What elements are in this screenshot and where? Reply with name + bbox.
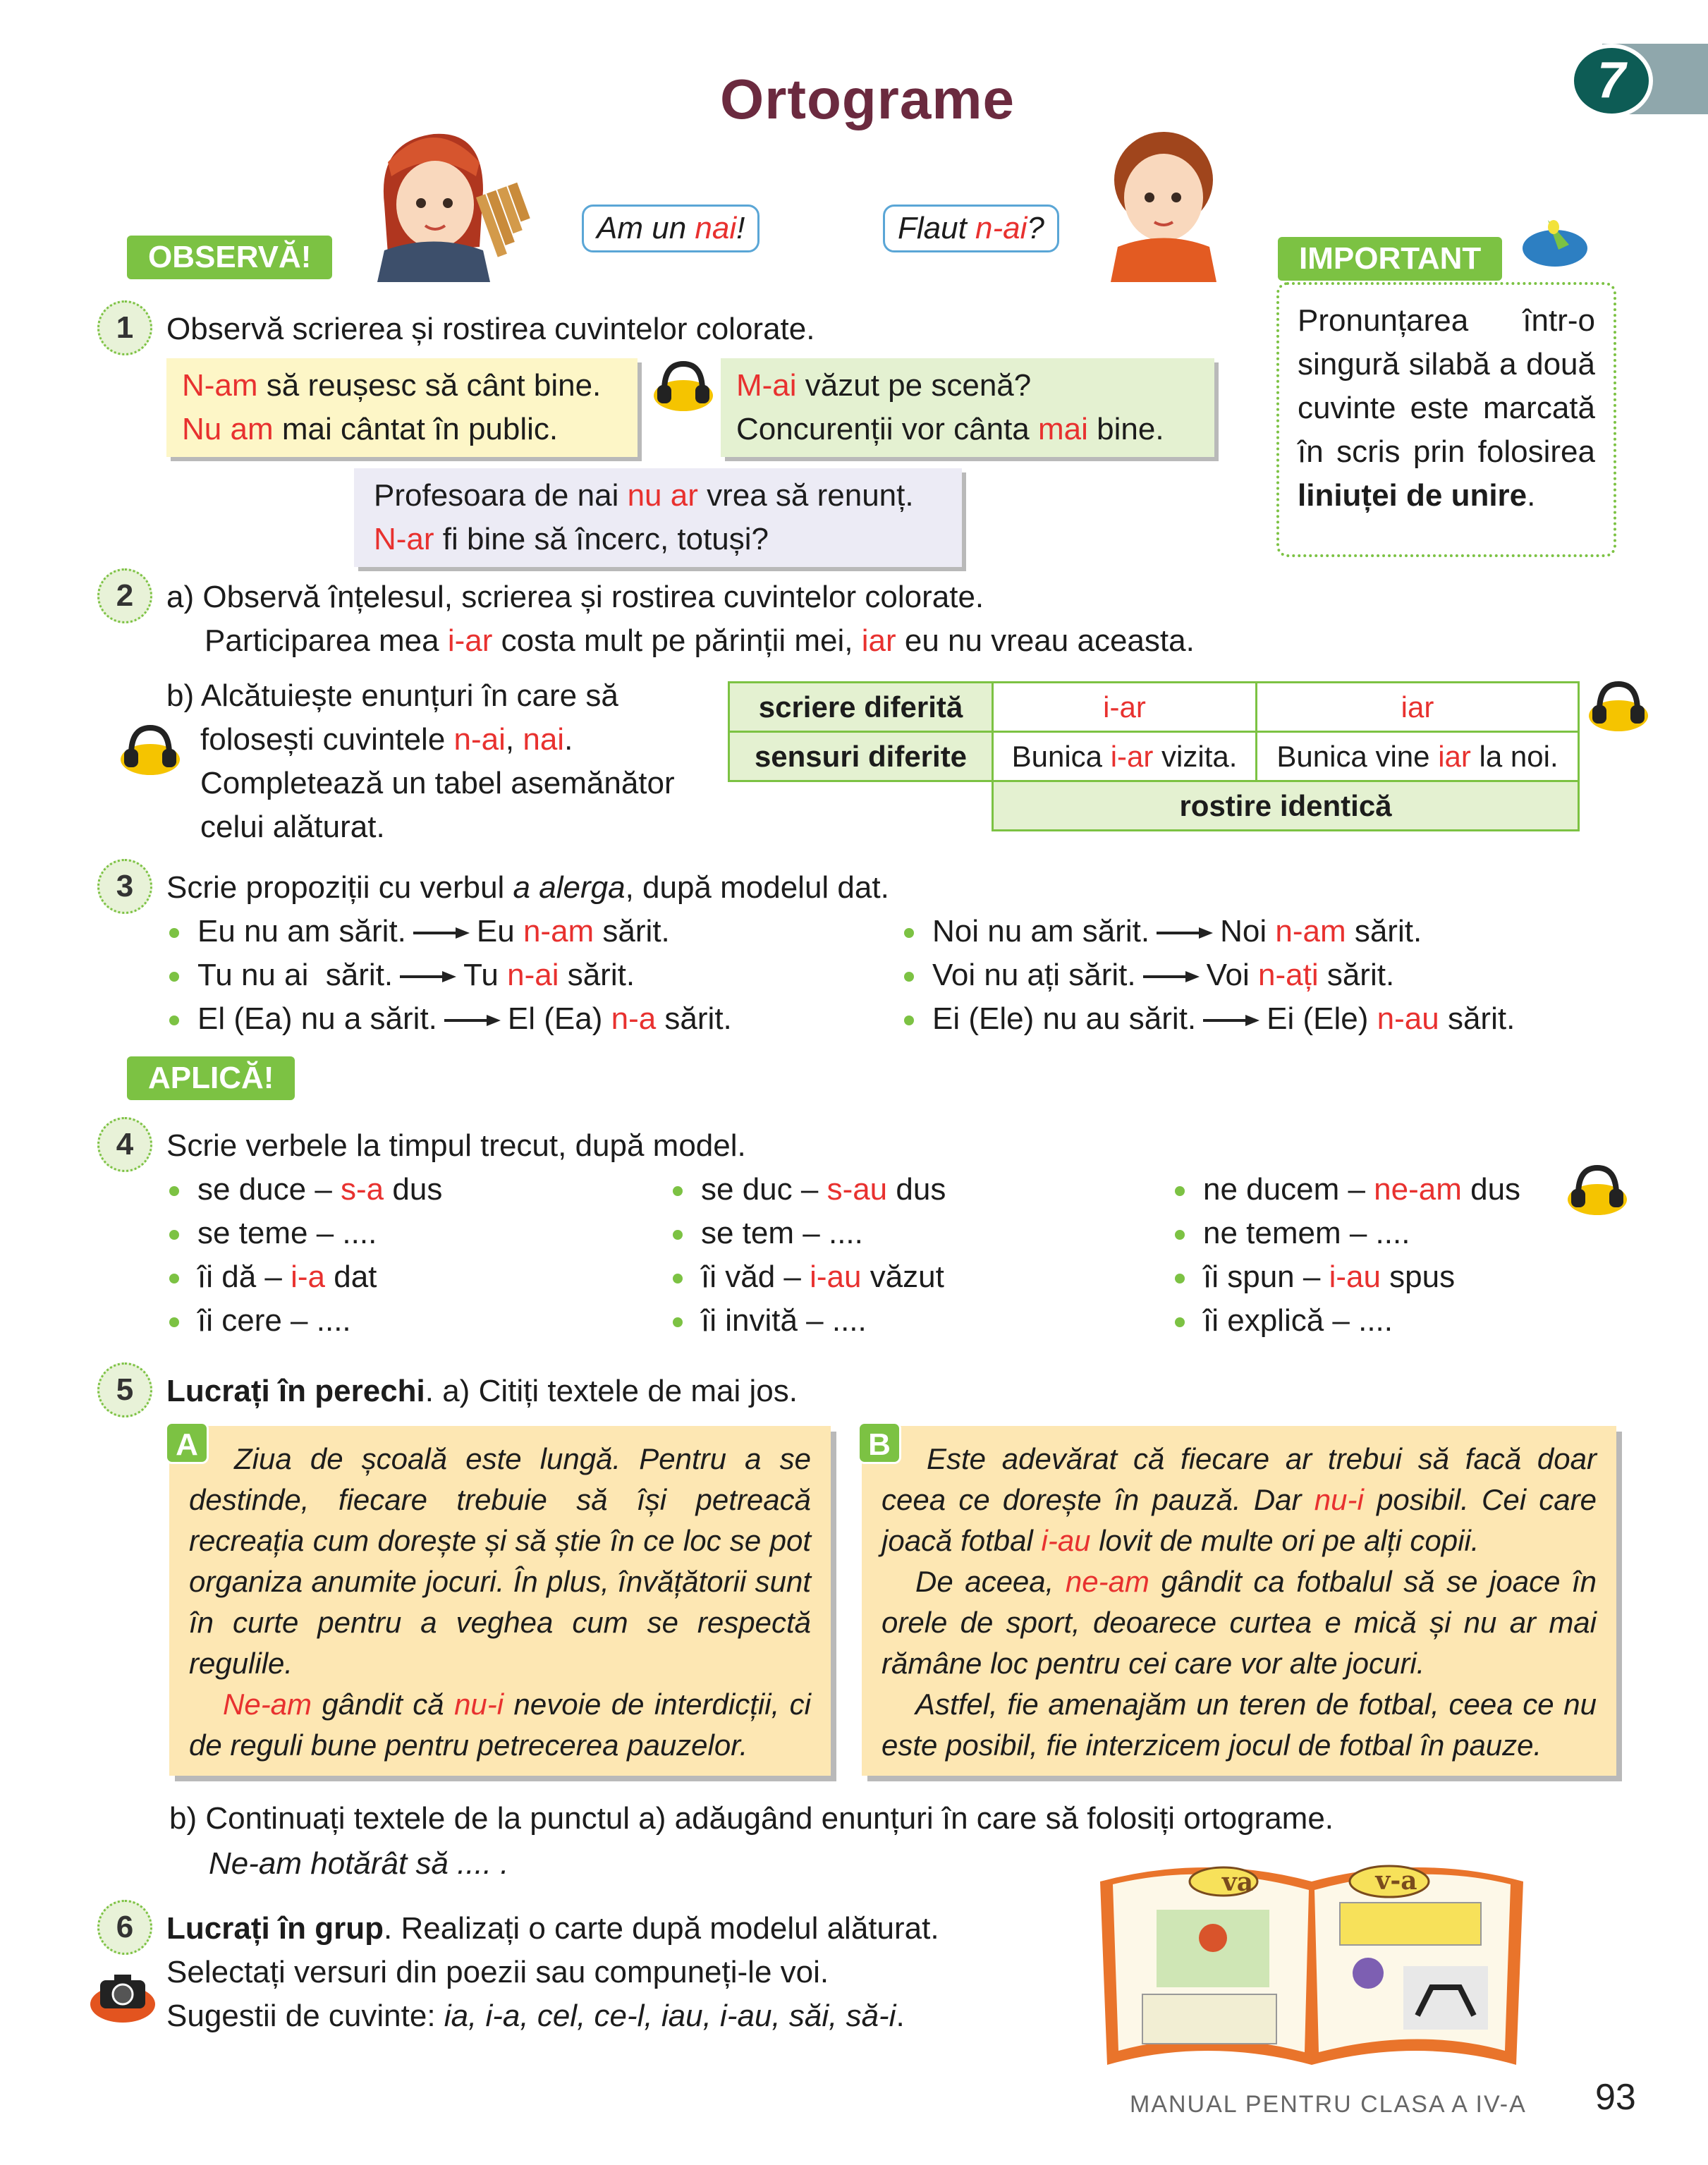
exercise-5b-instruction: b) Continuați textele de la punctul a) adăugând enunțuri în care să folosiți ortograme. [169,1801,1334,1836]
speech-bubble-girl [582,205,760,252]
text-box-b [862,1426,1616,1776]
boy-illustration [1097,123,1231,282]
highlight: s-au [826,1172,888,1207]
speech-text: ! [736,211,745,245]
list-item [673,1255,946,1299]
important-text: Pronunțarea într-o singură silabă a două cuvinte este marcată în scris prin folosirea [1298,303,1595,469]
cell-text: vizita. [1153,739,1238,773]
highlight: n-ai [507,958,559,992]
arrow-icon [412,926,471,940]
bullet [1175,1186,1185,1196]
important-label: IMPORTANT [1278,237,1502,281]
exercise-6-line: Selectați versuri din poezii sau compuneți-le voi. [166,1955,829,1989]
text-paragraph [882,1439,1597,1561]
cell-text: Bunica vine [1276,739,1439,773]
table-row [729,683,1579,732]
item-text: dat [325,1260,377,1294]
exercise-6-line [166,1907,939,1951]
highlight: i-ar [1110,739,1154,773]
note-line [374,518,942,561]
footer-text: MANUAL PENTRU CLASA A IV-A [1130,2091,1527,2118]
list-item [169,1168,442,1212]
exercise-number-3: 3 [97,859,152,914]
note-line [736,408,1199,451]
headphones-icon [1566,1161,1629,1217]
instruction-text: . [896,1999,905,2033]
exercise-3-left-list [169,910,732,1041]
bullet [169,1230,179,1240]
item-text: dus [887,1172,946,1207]
item-text: Tu [463,958,508,992]
text-paragraph [882,1684,1597,1766]
exercise-2a-instruction: a) Observă înțelesul, scrierea și rostirea cuvintelor colorate. [166,580,984,614]
paragraph-text: lovit de multe ori pe alți copii. [1090,1524,1480,1557]
note-text: Profesoara de nai [374,478,628,513]
item-text: sărit. [1318,958,1395,992]
bullet [169,972,179,982]
item-text: sărit. [1346,914,1422,949]
note-text: văzut pe scenă? [796,368,1032,403]
item-text: Eu [476,914,523,949]
headphones-icon [652,357,715,413]
note-yellow [166,358,638,457]
item-text: spus [1380,1260,1456,1294]
instruction-text: . a) Citiți textele de mai jos. [425,1374,798,1408]
note-line [736,364,1199,408]
exercise-6-line [166,1994,905,2038]
bullet [673,1186,683,1196]
letter-badge-b: B [858,1422,901,1464]
list-item [169,953,732,997]
exercise-5-instruction [166,1370,798,1413]
bullet [1175,1274,1185,1283]
observa-label: OBSERVĂ! [127,236,332,279]
paragraph-text: nevoie de interdicții, ci de reguli bune pentru petrecerea pauzelor. [189,1688,811,1762]
item-text: îi invită – .... [701,1303,867,1338]
page-title: Ortograme [720,68,1015,130]
exercise-2b-line: celui alăturat. [200,810,385,844]
important-text: . [1527,478,1536,513]
list-item [169,1255,442,1299]
exercise-4-instruction: Scrie verbele la timpul trecut, după model. [166,1128,746,1163]
highlight: n-ai [453,722,506,757]
instruction-bold: Lucrați în grup [166,1911,384,1946]
item-text: Voi [1206,958,1258,992]
note-text: Concurenții vor cânta [736,412,1038,446]
item-text: se duc – [701,1172,827,1207]
sentence-text: Participarea mea [205,623,448,658]
exercise-2b-line: Completează un tabel asemănător [200,766,675,800]
pen-icon [1520,206,1590,269]
item-text: îi dă – [197,1260,291,1294]
bullet [673,1317,683,1327]
speech-text: Am un [597,211,695,245]
cell-text: la noi. [1470,739,1558,773]
list-item [1175,1212,1520,1255]
paragraph-text: gândit ca fotbalul să se joace în orele de sport, deoarece curtea e mică și nu ar mai rămâne loc pentru cei care vor alte jocuri. [882,1565,1597,1680]
comparison-table [728,681,1580,831]
highlight: nai [523,722,565,757]
arrow-icon [1202,1013,1261,1027]
highlight: s-a [341,1172,384,1207]
list-item [169,1299,442,1343]
highlight: i-ar [447,623,493,658]
note-text: să reușesc să cânt bine. [257,368,602,403]
highlight: Nu am [182,412,274,446]
bullet [904,972,914,982]
item-text: sărit. [656,1001,732,1036]
item-text: Ei (Ele) nu au sărit. [932,1001,1197,1036]
list-item [1175,1255,1520,1299]
list-item [169,910,732,953]
exercise-3-instruction [166,866,889,910]
sentence-text: costa mult pe părinții mei, [492,623,862,658]
highlight: iar [1438,739,1471,773]
exercise-2b-line: b) Alcătuiește enunțuri în care să [166,678,618,713]
arrow-icon [398,970,458,984]
bullet [169,1186,179,1196]
list-item [169,997,732,1041]
item-text: îi cere – .... [197,1303,351,1338]
note-text: vrea să renunț. [697,478,914,513]
note-text: fi bine să încerc, totuși? [434,522,769,556]
item-text: sărit. [1439,1001,1515,1036]
item-text: îi explică – .... [1203,1303,1393,1338]
item-text: ne ducem – [1203,1172,1374,1207]
note-green [721,358,1214,457]
note-line [182,364,622,408]
speech-highlight: nai [695,211,737,245]
item-text: dus [384,1172,443,1207]
line-text: , [505,722,523,757]
sentence-text: eu nu vreau aceasta. [896,623,1195,658]
page-number: 93 [1595,2077,1636,2118]
arrow-icon [1142,970,1201,984]
item-text: îi spun – [1203,1260,1329,1294]
note-text: mai cântat în public. [273,412,559,446]
headphones-icon [118,721,182,777]
item-text: El (Ea) nu a sărit. [197,1001,437,1036]
table-cell [1257,732,1579,781]
item-text: Tu nu ai sărit. [197,958,394,992]
table-cell: iar [1257,683,1579,732]
girl-illustration [356,120,547,282]
item-text: Voi nu ați sărit. [932,958,1136,992]
highlight: iar [861,623,896,658]
highlight: nu-i [1314,1483,1364,1516]
table-header: scriere diferită [729,683,993,732]
cell-text: Bunica [1011,739,1111,773]
text-paragraph [882,1561,1597,1684]
item-text: Ei (Ele) [1267,1001,1377,1036]
book-label-left: va [1221,1867,1254,1897]
instruction-text: Sugestii de cuvinte: [166,1999,444,2033]
paragraph-text: De aceea, [915,1565,1066,1598]
highlight: N-am [182,368,258,403]
aplica-label: APLICĂ! [127,1056,295,1100]
important-bold: liniuței de unire [1298,478,1527,513]
exercise-number-1: 1 [97,300,152,355]
paragraph-text: posibil. Cei care joacă fotbal [882,1483,1597,1557]
list-item [169,1212,442,1255]
item-text: ne temem – .... [1203,1216,1410,1250]
paragraph-text: Este adevărat că fiecare ar trebui să facă doar ceea ce dorește în pauză. Dar [882,1442,1597,1516]
highlight: mai [1038,412,1088,446]
paragraph-text: Ziua de școală este lungă. Pentru a se destinde, fiecare trebuie să își petreacă recreația cum dorește și să știe în ce loc se pot organiza anumite jocuri. În plus, învățătorii sunt în curte pentru a veghea cum se respectă regulile. [189,1442,811,1680]
bullet [904,1016,914,1025]
paragraph-text: Astfel, fie amenajăm un teren de fotbal, ceea ce nu este posibil, fie interzicem jocul de fotbal în pauze. [882,1688,1597,1762]
item-text: văzut [861,1260,944,1294]
item-text: Eu nu am sărit. [197,914,406,949]
bullet [904,928,914,938]
table-empty-cell [729,781,993,831]
item-text: se teme – .... [197,1216,377,1250]
instruction-text: . Realizați o carte după modelul alăturat. [384,1911,939,1946]
note-line [182,408,622,451]
line-text: folosești cuvintele [200,722,454,757]
highlight: n-am [1275,914,1346,949]
list-item [904,997,1515,1041]
note-line [374,474,942,518]
bullet [169,1274,179,1283]
book-label-right: v-a [1375,1866,1417,1896]
highlight: n-au [1377,1001,1439,1036]
list-item [904,953,1515,997]
item-text: se tem – .... [701,1216,863,1250]
highlight: N-ar [374,522,434,556]
arrow-icon [1155,926,1214,940]
suggested-words: ia, i-a, cel, ce-l, iau, i-au, săi, să-i [444,1999,896,2033]
speech-text: ? [1027,211,1044,245]
paragraph-text: gândit că [312,1688,455,1721]
instruction-text: , după modelul dat. [625,870,889,905]
bullet [673,1230,683,1240]
highlight: Ne-am [223,1688,312,1721]
item-text: sărit. [559,958,635,992]
chapter-number: 7 [1570,44,1653,118]
exercise-number-5: 5 [97,1362,152,1417]
highlight: i-a [291,1260,325,1294]
item-text: Noi [1220,914,1276,949]
line-text: . [564,722,573,757]
highlight: n-a [611,1001,657,1036]
item-text: îi văd – [701,1260,810,1294]
item-text: El (Ea) [507,1001,611,1036]
item-text: Noi nu am sărit. [932,914,1150,949]
text-box-a [169,1426,831,1776]
highlight: nu ar [627,478,698,513]
highlight: ne-am [1374,1172,1462,1207]
highlight: n-ați [1258,958,1319,992]
highlight: i-au [810,1260,862,1294]
exercise-2b-line [200,718,573,762]
headphones-icon [1587,677,1650,733]
text-paragraph [189,1439,811,1684]
bullet [1175,1317,1185,1327]
exercise-2a-sentence [205,619,1195,663]
speech-text: Flaut [898,211,976,245]
list-item [1175,1168,1520,1212]
table-cell [993,732,1257,781]
exercise-1-instruction: Observă scrierea și rostirea cuvintelor colorate. [166,312,815,346]
item-text: sărit. [594,914,670,949]
highlight: i-au [1329,1260,1381,1294]
bullet [673,1274,683,1283]
exercise-5b-example: Ne-am hotărât să .... . [209,1846,509,1881]
highlight: n-am [523,914,594,949]
highlight: i-au [1041,1524,1091,1557]
highlight: nu-i [454,1688,504,1721]
note-purple [354,468,962,567]
list-item [673,1299,946,1343]
bullet [169,1317,179,1327]
table-row [729,781,1579,831]
bullet [169,928,179,938]
text-paragraph [189,1684,811,1766]
speech-highlight: n-ai [975,211,1027,245]
arrow-icon [443,1013,502,1027]
instruction-italic: a alerga [513,870,626,905]
speech-bubble-boy [883,205,1059,252]
note-text: bine. [1087,412,1164,446]
list-item [1175,1299,1520,1343]
instruction-bold: Lucrați în perechi [166,1374,425,1408]
exercise-number-2: 2 [97,568,152,623]
bullet [169,1016,179,1025]
instruction-text: Scrie propoziții cu verbul [166,870,513,905]
highlight: ne-am [1065,1565,1149,1598]
table-footer-cell: rostire identică [993,781,1579,831]
exercise-number-4: 4 [97,1117,152,1172]
exercise-3-right-list [904,910,1515,1041]
list-item [904,910,1515,953]
highlight: M-ai [736,368,797,403]
exercise-4-column-1 [169,1168,442,1343]
important-note [1276,282,1616,557]
table-cell: i-ar [993,683,1257,732]
list-item [673,1212,946,1255]
table-row [729,732,1579,781]
camera-icon [87,1963,158,2024]
item-text: dus [1461,1172,1521,1207]
bullet [1175,1230,1185,1240]
table-header: sensuri diferite [729,732,993,781]
book-illustration [1093,1853,1530,2076]
item-text: se duce – [197,1172,341,1207]
letter-badge-a: A [165,1422,209,1464]
exercise-4-column-2 [673,1168,946,1343]
exercise-number-6: 6 [97,1900,152,1955]
list-item [673,1168,946,1212]
exercise-4-column-3 [1175,1168,1520,1343]
